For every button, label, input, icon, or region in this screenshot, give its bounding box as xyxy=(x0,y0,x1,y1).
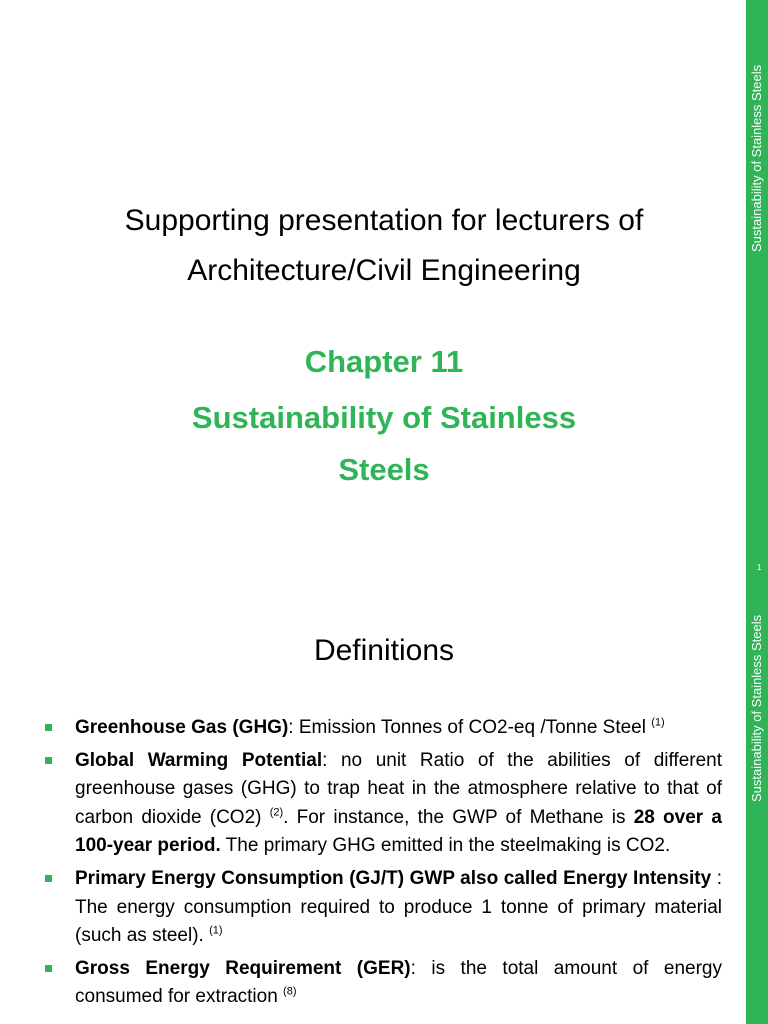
definition-term: Gross Energy Requirement (GER) xyxy=(75,957,411,979)
definition-text: . For instance, the GWP of Methane is xyxy=(283,806,634,828)
definition-text: is the total amount of energy consumed for extraction xyxy=(75,957,722,1008)
square-bullet-icon xyxy=(45,724,52,731)
definition-separator: : xyxy=(410,957,432,979)
square-bullet-icon xyxy=(45,875,52,882)
square-bullet-icon xyxy=(45,965,52,972)
chapter-heading xyxy=(20,336,748,496)
presentation-title xyxy=(20,196,748,296)
section-heading: Definitions xyxy=(313,634,455,667)
square-bullet-icon xyxy=(45,757,52,764)
reference-marker: (1) xyxy=(209,924,223,937)
chapter-title-line-1: Sustainability of Stainless xyxy=(191,400,577,435)
definition-text: The primary GHG emitted in the steelmaking is CO2. xyxy=(220,835,671,857)
definition-separator: : xyxy=(711,867,722,889)
definitions-list xyxy=(42,714,722,1016)
title-line-2: Architecture/Civil Engineering xyxy=(187,254,581,287)
definition-text: Emission Tonnes of CO2-eq /Tonne Steel xyxy=(298,717,652,738)
definition-text: The energy consumption required to produce 1 tonne of primary material (such as steel). xyxy=(75,896,722,947)
side-page-number: 1 xyxy=(757,563,762,572)
definition-term: Global Warming Potential xyxy=(75,749,323,771)
definition-text: no unit Ratio of the abilities of different greenhouse gases (GHG) to trap heat in the atmosphere relative to that of carbon dioxide (CO2) xyxy=(75,749,723,828)
side-label-bottom: Sustainability of Stainless Steels xyxy=(749,614,764,802)
side-label-top: Sustainability of Stainless Steels xyxy=(749,64,764,252)
chapter-number: Chapter 11 xyxy=(304,344,464,379)
list-item xyxy=(42,747,722,861)
definition-term: Primary Energy Consumption (GJ/T) GWP also called Energy Intensity xyxy=(75,867,712,889)
list-item xyxy=(42,865,722,951)
definition-term: Greenhouse Gas (GHG) xyxy=(75,717,289,738)
chapter-title-line-2: Steels xyxy=(338,452,430,487)
title-line-1: Supporting presentation for lecturers of xyxy=(124,204,644,237)
reference-marker: (1) xyxy=(651,716,665,729)
definition-emphasis: 28 over a 100-year period. xyxy=(75,806,722,857)
definition-separator: : xyxy=(288,717,299,738)
reference-marker: (8) xyxy=(283,986,297,999)
definition-separator: : xyxy=(322,749,341,771)
list-item xyxy=(42,714,722,743)
list-item xyxy=(42,955,722,1012)
reference-marker: (2) xyxy=(269,806,284,819)
